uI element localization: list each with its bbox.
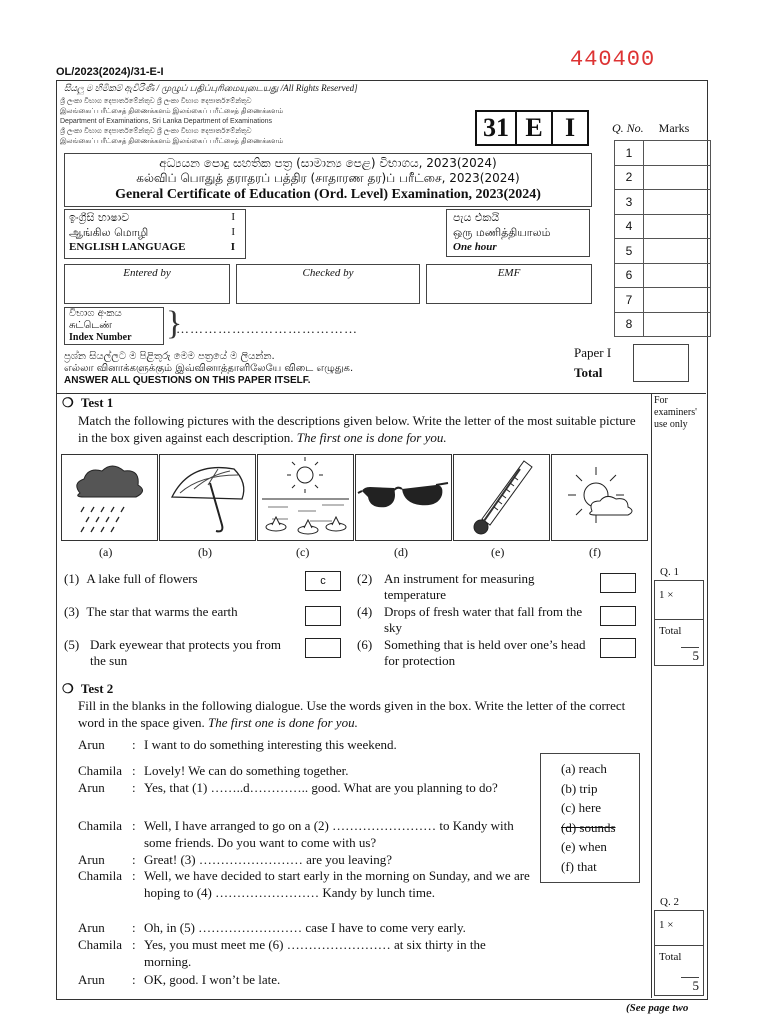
exam-title-box [64, 153, 592, 207]
speaker: Arun [78, 852, 105, 867]
marks-table [614, 140, 711, 337]
instruction-english: ANSWER ALL QUESTIONS ON THIS PAPER ITSELF. [64, 375, 311, 386]
test1-item [64, 604, 304, 620]
subject-box [64, 209, 246, 259]
item-text: Dark eyewear that protects you from the sun [90, 637, 281, 668]
speaker: Chamila [78, 937, 123, 952]
subject-sinhala: ඉංග්‍රීසි භාෂාව [69, 211, 130, 224]
department-line: ශ්‍රී ලංකා විභාග දෙපාර්තමේන්තුව ශ්‍රී ලංකා විභාග දෙපාර්තමේන්තුව [60, 98, 252, 105]
picture-label-b: (b) [198, 545, 212, 559]
exam-title-tamil: கல்விப் பொதுத் தராதரப் பத்திர (சாதாரண தர)ப் பரீட்சை, 2023(2024) [136, 171, 520, 185]
duration-english: One hour [453, 241, 497, 253]
paper-total-box[interactable] [633, 344, 689, 382]
word-option: (c) here [561, 800, 602, 815]
code-box-part: I [553, 110, 589, 146]
test1-item [357, 637, 587, 669]
subject-code [475, 110, 589, 146]
marks-row [615, 312, 711, 337]
marks-row [615, 165, 711, 190]
word-box [540, 753, 640, 883]
qno-header-label: Q. No. [612, 121, 644, 135]
dialogue-line: Chamila : Yes, you must meet me (6) …………………… at six thirty in the morning. [78, 937, 538, 971]
subject-part: I [231, 226, 235, 238]
picture-label-a: (a) [99, 545, 113, 559]
see-page-note: (See page two [626, 1002, 689, 1014]
instructions [64, 351, 353, 387]
department-block [60, 97, 474, 149]
q1-total-value[interactable]: 5 [681, 647, 699, 664]
test2-title-label: Test 2 [80, 681, 114, 696]
code-box-number: 31 [475, 110, 517, 146]
duration-box [446, 209, 590, 257]
instruction-tamil: எல்லா வினாக்களுக்கும் இவ்வினாத்தாளிலேயே விடை எழுதுக. [64, 363, 354, 374]
duration-sinhala: පැය එකයි [453, 211, 500, 224]
serial-number: 440400 [570, 47, 656, 72]
picture-a-rain-cloud [61, 454, 158, 541]
test1-instruction [78, 412, 648, 446]
marks-row [615, 190, 711, 215]
item-text: A lake full of flowers [86, 571, 198, 586]
speaker: Chamila [78, 868, 123, 883]
dialogue-line: Arun : Yes, that (1) ……..d………….. good. What are you planning to do? [78, 780, 538, 814]
test2-title [62, 681, 113, 697]
q1-multiplier: 1 × [659, 589, 674, 601]
item-text: Something that is held over one’s head for protection [384, 637, 586, 668]
checked-by-label: Checked by [302, 267, 354, 279]
q2-total-value[interactable]: 5 [681, 977, 699, 994]
subject-part: I [230, 241, 235, 253]
index-label-tamil: சுட்டெண் [69, 320, 112, 331]
answer-box[interactable] [305, 638, 341, 658]
marks-row [615, 141, 711, 166]
marks-row [615, 239, 711, 264]
marks-row [615, 214, 711, 239]
word-option: (a) reach [561, 761, 607, 776]
dialogue-line: Chamila : Lovely! We can do something together. [78, 763, 538, 781]
test1-instruction-italic: The first one is done for you. [296, 430, 447, 445]
picture-f-sun-cloud [551, 454, 648, 541]
q1-label: Q. 1 [660, 566, 679, 578]
index-label-sinhala: විභාග අංකය [69, 308, 122, 319]
dialogue-text: Well, we have decided to start early in the morning on Sunday, and we are hoping to (4) …………………… Kandy by lunch time. [144, 868, 530, 900]
answer-box[interactable] [600, 573, 636, 593]
question-number: 8 [615, 312, 644, 337]
dialogue-text: I want to do something interesting this weekend. [144, 737, 397, 752]
paper-label: Paper I [574, 345, 612, 360]
answer-box[interactable] [305, 606, 341, 626]
examiners-note: For examiners' use only [654, 395, 697, 430]
item-text: An instrument for measuring temperature [384, 571, 535, 602]
marks-cell[interactable] [644, 288, 711, 313]
test1-item [64, 637, 304, 669]
picture-b-umbrella [159, 454, 256, 541]
dialogue-line: Chamila : Well, I have arranged to go on a (2) …………………… to Kandy with some friends. Do you want to come with us? [78, 818, 538, 852]
question-number: 4 [615, 214, 644, 239]
speaker: Arun [78, 780, 105, 795]
dialogue-line: Arun : OK, good. I won’t be late. [78, 972, 538, 990]
examiner-column-line [651, 393, 652, 998]
marks-cell[interactable] [644, 141, 711, 166]
speaker: Arun [78, 737, 105, 752]
q1-total-label: Total [659, 625, 682, 637]
picture-e-thermometer [453, 454, 550, 541]
marks-header-label: Marks [658, 121, 690, 135]
department-line: இலங்கைப் பரீட்சைத் திணைக்களம் இலங்கைப் பரீட்சைத் திணைக்களம் [60, 108, 284, 115]
qno-header [612, 121, 689, 136]
picture-label-e: (e) [491, 545, 505, 559]
index-label-english: Index Number [69, 332, 132, 343]
test1-item [357, 604, 587, 636]
word-option: (d) sounds [561, 819, 616, 835]
dialogue-line: Arun : I want to do something interesting this weekend. [78, 737, 558, 757]
test2-instruction [78, 697, 648, 731]
marks-cell[interactable] [644, 190, 711, 215]
picture-d-sunglasses [355, 454, 452, 541]
dialogue-text: Yes, you must meet me (6) …………………… at six thirty in the morning. [144, 937, 486, 969]
test1-title-label: Test 1 [80, 395, 114, 410]
paper-code: OL/2023(2024)/31-E-I [56, 66, 164, 78]
code-box-medium: E [517, 110, 553, 146]
marks-cell[interactable] [644, 263, 711, 288]
test1-item [64, 571, 304, 587]
answer-box[interactable] [600, 606, 636, 626]
subject-english: ENGLISH LANGUAGE [69, 241, 186, 253]
index-number-label-box [64, 307, 164, 345]
dialogue-text: Yes, that (1) ……..d………….. good. What are you planning to do? [144, 780, 498, 795]
marks-cell[interactable] [644, 239, 711, 264]
q1-marks-box [654, 580, 704, 666]
speaker: Chamila [78, 763, 123, 778]
duration-tamil: ஒரு மணித்தியாலம் [453, 226, 551, 239]
dialogue-text: Oh, in (5) …………………… case I have to come very early. [144, 920, 466, 935]
question-number: 5 [615, 239, 644, 264]
question-number: 3 [615, 190, 644, 215]
copyright-line: සියලු ම හිමිකම් ඇවිරිණි / முழுப் பதிப்புரிமையுடையது /All Rights Reserved] [64, 83, 358, 93]
entered-by-label: Entered by [123, 267, 171, 279]
dialogue-text: OK, good. I won’t be late. [144, 972, 281, 987]
index-brace: } [166, 305, 183, 342]
item-number: (4) [357, 604, 373, 619]
picture-label-c: (c) [296, 545, 310, 559]
index-number-field[interactable]: ………………………………… [176, 321, 358, 336]
instruction-sinhala: ප්‍රශ්න සියල්ලට ම පිළිතුරු මෙම පත්‍රයේ ම ලියන්න. [64, 351, 275, 362]
dialogue-text: Lovely! We can do something together. [144, 763, 349, 778]
dialogue-line: Arun : Great! (3) …………………… are you leaving? [78, 852, 538, 870]
word-option: (b) trip [561, 780, 598, 796]
subject-tamil: ஆங்கில மொழி [69, 226, 149, 239]
word-option: (f) that [561, 858, 597, 874]
picture-label-f: (f) [589, 545, 601, 559]
marks-cell[interactable] [644, 214, 711, 239]
item-number: (2) [357, 571, 373, 586]
exam-title-english: General Certificate of Education (Ord. Level) Examination, 2023(2024) [115, 187, 541, 202]
marks-cell[interactable] [644, 312, 711, 337]
total-label: Total [574, 365, 603, 380]
item-text: Drops of fresh water that fall from the sky [384, 604, 583, 635]
picture-label-d: (d) [394, 545, 408, 559]
item-number: (3) [64, 604, 80, 619]
subject-part: I [231, 211, 235, 223]
test1-title [62, 395, 113, 411]
test1-item [357, 571, 587, 603]
question-number: 6 [615, 263, 644, 288]
word-option: (e) when [561, 839, 607, 854]
exam-title-sinhala: අධ්‍යයන පොදු සහතික පත්‍ර (සාමාන්‍ය පෙළ) විභාගය, 2023(2024) [159, 156, 497, 170]
emf-label: EMF [497, 267, 521, 279]
dialogue-text: Well, I have arranged to go on a (2) …………………… to Kandy with some friends. Do you want to come with us? [144, 818, 514, 850]
speaker: Arun [78, 972, 105, 987]
circle-bullet-icon: ❍ [62, 395, 74, 410]
q2-multiplier: 1 × [659, 919, 674, 931]
test1-instruction-text: Match the following pictures with the descriptions given below. Write the letter of the most suitable picture in the box given against each description. [78, 413, 636, 445]
department-line: ශ්‍රී ලංකා විභාග දෙපාර්තමේන්තුව ශ්‍රී ලංකා විභාග දෙපාර්තමේන්තුව [60, 128, 252, 135]
item-number: (1) [64, 571, 80, 586]
divider-line [56, 393, 706, 394]
marks-row [615, 288, 711, 313]
dialogue-line: Arun : Oh, in (5) …………………… case I have to come very early. [78, 920, 538, 938]
entered-by-box[interactable] [64, 264, 230, 304]
answer-box[interactable] [600, 638, 636, 658]
speaker: Chamila [78, 818, 123, 833]
speaker: Arun [78, 920, 105, 935]
circle-bullet-icon: ❍ [62, 681, 74, 696]
picture-c-lake-flowers [257, 454, 354, 541]
item-number: (5) [64, 637, 80, 652]
dialogue-text: Great! (3) …………………… are you leaving? [144, 852, 393, 867]
department-line: Department of Examinations, Sri Lanka Department of Examinations [60, 118, 273, 125]
question-number: 1 [615, 141, 644, 166]
q2-label: Q. 2 [660, 896, 679, 908]
marks-cell[interactable] [644, 165, 711, 190]
marks-row [615, 263, 711, 288]
question-number: 2 [615, 165, 644, 190]
dialogue-line: Chamila : Well, we have decided to start early in the morning on Sunday, and we are hoping to (4) …………………… Kandy by lunch time. [78, 868, 538, 918]
item-text: The star that warms the earth [86, 604, 238, 619]
emf-box[interactable] [426, 264, 592, 304]
item-number: (6) [357, 637, 373, 652]
department-line: இலங்கைப் பரீட்சைத் திணைக்களம் இலங்கைப் பரீட்சைத் திணைக்களம் [60, 138, 284, 145]
question-number: 7 [615, 288, 644, 313]
test2-instruction-text: Fill in the blanks in the following dialogue. Use the words given in the box. Write the letter of the correct word in the space given. [78, 698, 626, 730]
answer-box[interactable]: c [305, 571, 341, 591]
test2-instruction-italic: The first one is done for you. [207, 715, 358, 730]
checked-by-box[interactable] [236, 264, 420, 304]
q2-marks-box [654, 910, 704, 996]
q2-total-label: Total [659, 951, 682, 963]
